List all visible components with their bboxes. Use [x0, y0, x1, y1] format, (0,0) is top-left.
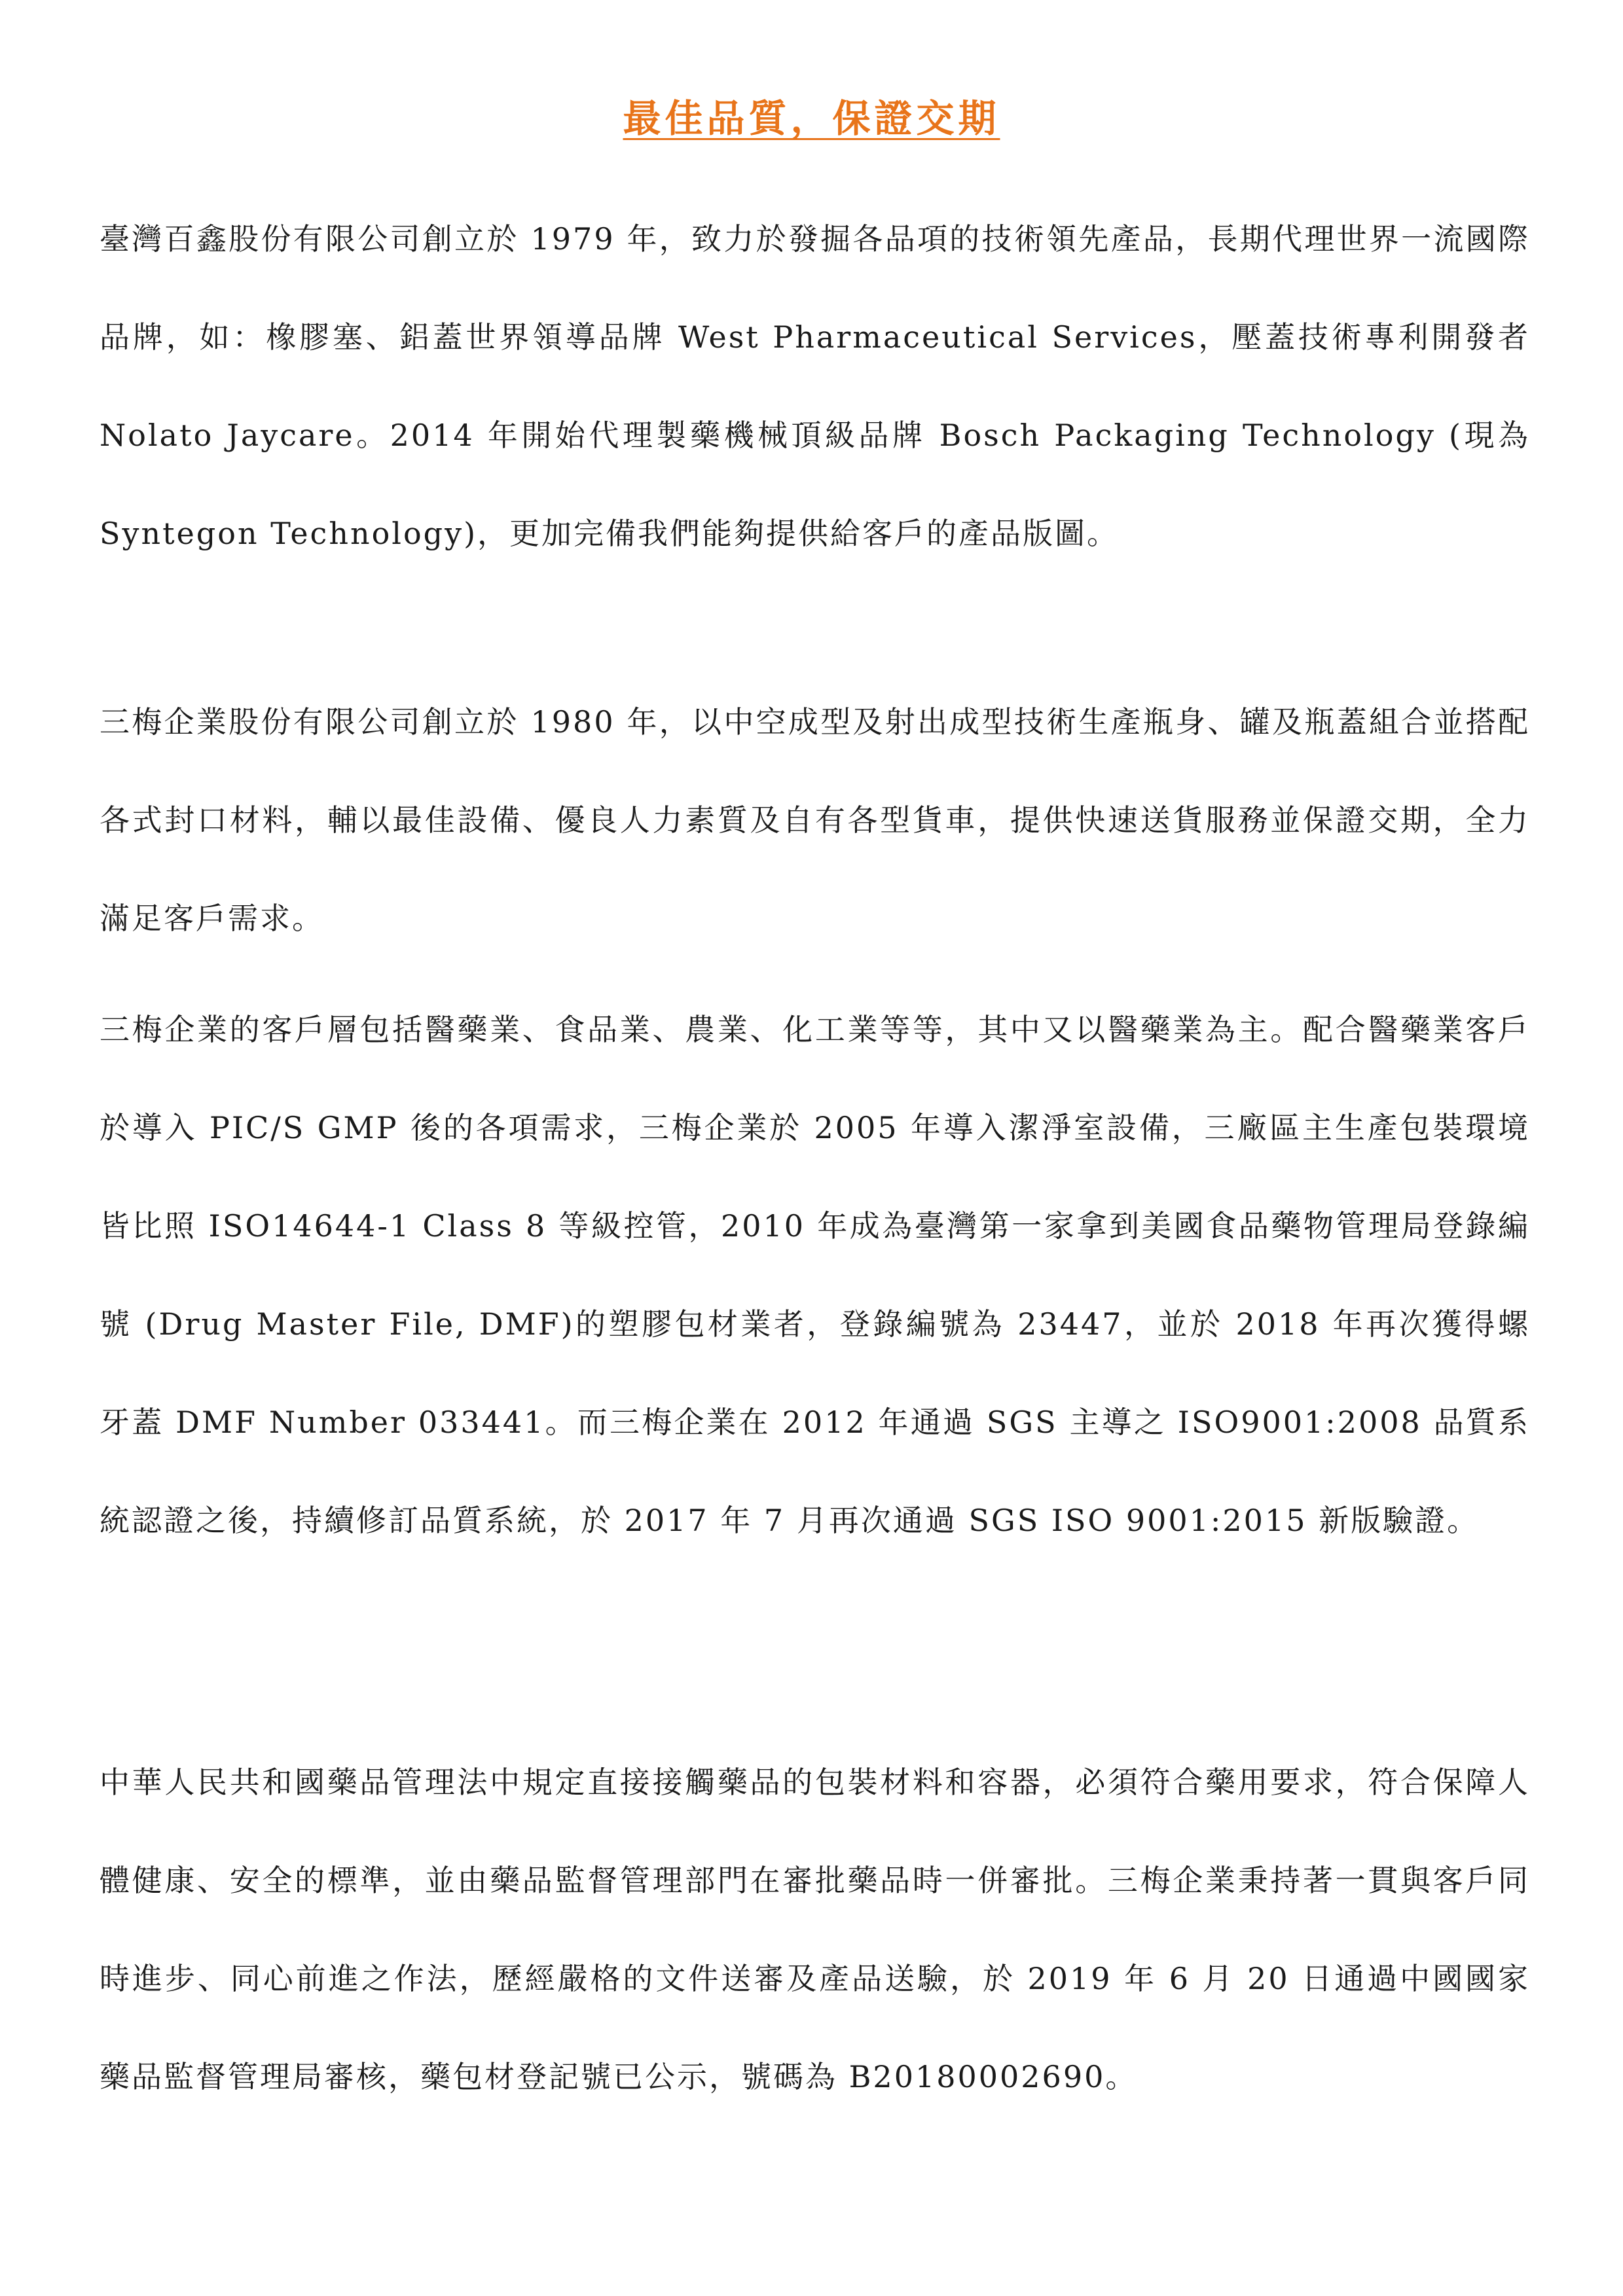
page-title	[0, 88, 1623, 143]
page-title-text: 最佳品質，保證交期	[623, 96, 1000, 141]
paragraph-sanmei-intro: 三梅企業股份有限公司創立於 1980 年，以中空成型及射出成型技術生產瓶身、罐及瓶蓋組合並搭配各式封口材料，輔以最佳設備、優良人力素質及自有各型貨車，提供快速送貨服務並保證交期，全力滿足客戶需求。	[100, 704, 1530, 936]
paragraph-customers-certification: 三梅企業的客戶層包括醫藥業、食品業、農業、化工業等等，其中又以醫藥業為主。配合醫藥業客戶於導入 PIC/S GMP 後的各項需求，三梅企業於 2005 年導入潔淨室設備，三廠區主生產包裝環境皆比照 ISO14644-1 Class 8 等級控管，2010 年成為臺灣第一家拿到美國食品藥物管理局登錄編號 (Drug Master File, DMF)的塑膠包材業者，登錄編號為 23447，並於 2018 年再次獲得螺牙蓋 DMF Number 033441。而三梅企業在 2012 年通過 SGS 主導之 ISO9001:2008 品質系統認證之後，持續修訂品質系統，於 2017 年 7 月再次通過 SGS ISO 9001:2015 新版驗證。	[100, 1012, 1530, 1538]
paragraph-company-intro: 臺灣百鑫股份有限公司創立於 1979 年，致力於發掘各品項的技術領先產品，長期代理世界一流國際品牌，如：橡膠塞、鋁蓋世界領導品牌 West Pharmaceutical Services，壓蓋技術專利開發者 Nolato Jaycare。2014 年開始代理製藥機械頂級品牌 Bosch Packaging Technology (現為 Syntegon Technology)，更加完備我們能夠提供給客戶的產品版圖。	[100, 221, 1530, 551]
paragraph-china-registration: 中華人民共和國藥品管理法中規定直接接觸藥品的包裝材料和容器，必須符合藥用要求，符合保障人體健康、安全的標準，並由藥品監督管理部門在審批藥品時一併審批。三梅企業秉持著一貫與客戶同時進步、同心前進之作法，歷經嚴格的文件送審及產品送驗，於 2019 年 6 月 20 日通過中國國家藥品監督管理局審核，藥包材登記號已公示，號碼為 B20180002690。	[100, 1765, 1530, 2094]
